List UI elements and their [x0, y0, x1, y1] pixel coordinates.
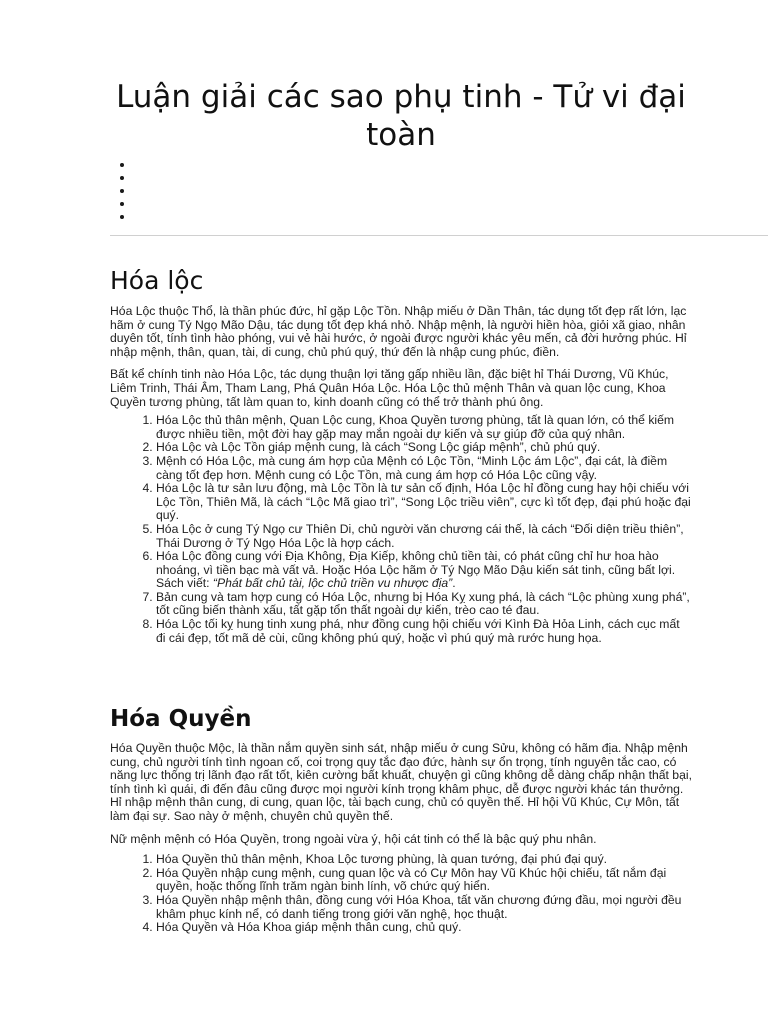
list-item: 4. Hóa Quyền và Hóa Khoa giáp mệnh thân cung, chủ quý.: [156, 921, 692, 935]
paragraph: Bất kể chính tinh nào Hóa Lộc, tác dụng thuận lợi tăng gấp nhiều lần, đặc biệt hỉ Thái Dương, Vũ Khúc, Liêm Trinh, Thái Âm, Tham Lang, Phá Quân Hóa Lộc. Hóa Lộc thủ mệnh Thân và quan lộc cung, Khoa Quyền tương phùng, tất làm quan to, kinh doanh cũng có thể trở thành phú ông.: [110, 367, 669, 409]
list-item: 5. Hóa Lộc ở cung Tý Ngọ cư Thiên Di, chủ người văn chương cái thế, là cách “Đối diện triều thiên”, Thái Dương ở Tý Ngọ Hóa Lộc là hợp cách.: [156, 523, 692, 550]
list-item: 1. Hóa Quyền thủ thân mệnh, Khoa Lộc tương phùng, là quan tướng, đại phú đại quý.: [156, 853, 692, 867]
list-item: 3. Mệnh có Hóa Lộc, mà cung ám hợp của Mệnh có Lộc Tồn, “Minh Lộc ám Lộc”, đại cát, là điềm càng tốt đẹp hơn. Mệnh cung có Lộc Tồn, mà cung ám hợp có Hóa Lộc cũng vậy.: [156, 455, 692, 482]
numbered-list: [110, 853, 692, 935]
list-item: 1. Hóa Lộc thủ thân mệnh, Quan Lộc cung, Khoa Quyền tương phùng, tất là quan lớn, có thể kiếm được nhiều tiền, một đời hay gặp may mắn ngoài dự kiến và sự giúp đỡ của quý nhân.: [156, 414, 692, 441]
paragraph: Hóa Quyền thuộc Mộc, là thần nắm quyền sinh sát, nhập miếu ở cung Sửu, không có hãm địa. Nhập mệnh cung, chủ người tính tình ngoan cố, coi trọng quy tắc đạo đức, hành sự ổn trọng, tính nguyên tắc cao, có năng lực thống trị lãnh đạo rất tốt, kiên cường bất khuất, chuyện gì cũng không dễ dàng chấp nhận thất bại, tính tình kì quái, đi đến đâu cũng được mọi người kính trọng khâm phục, dễ được người khác tán thưởng. Hỉ nhập mệnh thân cung, di cung, quan lộc, tài bạch cung, chủ có quyền thế. Hỉ hội Vũ Khúc, Cự Môn, tất làm đại sự. Sao này ở mệnh, chuyên chủ quyền thế.: [110, 741, 692, 823]
quote-text: “Phát bất chủ tài, lộc chủ triền vu nhược địa”: [212, 576, 453, 591]
list-item: 7. Bản cung và tam hợp cung có Hóa Lộc, nhưng bị Hóa Kỵ xung phá, là cách “Lộc phùng xung phá”, tốt cũng biến thành xấu, tất gặp tổn thất ngoài dự kiến, trèo cao té đau.: [156, 591, 692, 618]
numbered-list: [110, 414, 692, 645]
list-item: [134, 184, 692, 197]
list-item: 3. Hóa Quyền nhập mệnh thân, đồng cung với Hóa Khoa, tất văn chương đứng đầu, mọi người đều khâm phục kính nể, có danh tiếng trong giới văn nghệ, học thuật.: [156, 894, 692, 921]
section-hoa-quyen: [110, 704, 692, 935]
divider: [110, 235, 768, 236]
list-item: [134, 210, 692, 223]
list-item: 4. Hóa Lộc là tư sản lưu động, mà Lộc Tồn là tư sản cố định, Hóa Lộc hỉ đồng cung hay hội chiếu với Lộc Tồn, Thiên Mã, là cách “Lộc Mã giao trì”, “Song Lộc triều viên”, cực kì tốt đẹp, đại phú hoặc đại quý.: [156, 482, 692, 523]
list-item: 8. Hóa Lộc tối kỵ hung tinh xung phá, như đồng cung hội chiếu với Kình Đà Hỏa Linh, cách cục mất đi cái đẹp, tốt mã dẻ cùi, cũng không phú quý, hoặc vì phú quý mà rước hung họa.: [156, 618, 692, 645]
section-heading: Hóa lộc: [110, 266, 204, 295]
bullet-list: [110, 158, 692, 224]
list-item: [134, 171, 692, 184]
list-item-end: .: [452, 576, 456, 591]
list-item: 2. Hóa Quyền nhập cung mệnh, cung quan lộc và có Cự Môn hay Vũ Khúc hội chiếu, tất nắm đại quyền, hoặc thống lĩnh trăm ngàn binh lính, võ chức quý hiển.: [156, 867, 692, 894]
paragraph: Nữ mệnh mệnh có Hóa Quyền, trong ngoài vừa ý, hội cát tinh có thể là bậc quý phu nhân.: [110, 831, 597, 846]
list-item: 2. Hóa Lộc và Lộc Tồn giáp mệnh cung, là cách “Song Lộc giáp mệnh”, chủ phú quý.: [156, 441, 692, 455]
list-item-text: Hóa Lộc đồng cung với Địa Không, Địa Kiếp, không chủ tiền tài, có phát cũng chỉ hư hoa hào nhoáng, vì tiền bạc mà vất vả. Hoặc Hóa Lộc hãm ở Tý Ngọ Mão Dậu kiến sát tinh, cũng bất lợi. Sách viết:: [156, 549, 676, 591]
paragraph: Hóa Lộc thuộc Thổ, là thần phúc đức, hỉ gặp Lộc Tồn. Nhập miếu ở Dần Thân, tác dụng tốt đẹp rất lớn, lạc hãm ở cung Tý Ngọ Mão Dậu, tác dụng tốt đẹp khá nhỏ. Nhập mệnh, là người hiền hòa, giỏi xã giao, nhân duyên tốt, tính tình hào phóng, vui vẻ hài hước, ở ngoài được người khác yêu mến, cả đời hưởng phúc. Hỉ nhập mệnh, thân, quan, tài, di cung, chủ phú quý, thứ đến là nhập cung phúc, điền.: [110, 304, 687, 359]
page-header: [110, 78, 692, 224]
list-item: [134, 197, 692, 210]
list-item: [156, 550, 692, 591]
page-title: Luận giải các sao phụ tinh - Tử vi đại toàn: [116, 79, 686, 153]
section-hoa-loc: [110, 266, 692, 645]
list-item: [134, 158, 692, 171]
section-heading: Hóa Quyền: [110, 706, 252, 732]
